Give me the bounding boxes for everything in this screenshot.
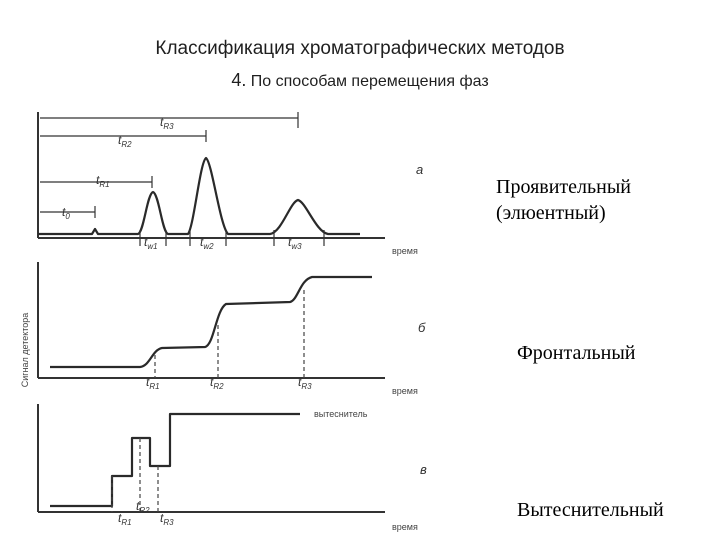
panel-a-letter: а: [416, 162, 424, 177]
panel-b: [38, 262, 426, 396]
tw3-label: $t_{w3}$: [288, 235, 302, 251]
panel-b-frontal-curve: [50, 277, 372, 367]
c-tR2-label: $t_{R2}$: [136, 499, 150, 515]
method-frontal: Фронтальный: [517, 342, 636, 364]
b-tR3-label: $t_{R3}$: [298, 375, 312, 391]
tR3-label: $t_{R3}$: [160, 115, 174, 131]
c-tR1-label: $t_{R1}$: [118, 511, 132, 527]
panel-c-displacement-curve: [50, 414, 300, 506]
tw2-label: $t_{w2}$: [200, 235, 214, 251]
method-displacement: Вытеснительный: [517, 499, 664, 521]
tR2-label: $t_{R2}$: [118, 133, 132, 149]
subtitle-text: По способам перемещения фаз: [250, 73, 489, 90]
panel-c-letter: в: [420, 462, 427, 477]
panel-a-chromatogram: [38, 158, 360, 234]
displacer-label: вытеснитель: [314, 409, 368, 419]
b-tR2-label: $t_{R2}$: [210, 375, 224, 391]
c-tR3-label: $t_{R3}$: [160, 511, 174, 527]
y-axis-label: Сигнал детектора: [20, 312, 30, 388]
panel-a: [38, 112, 423, 256]
panel-c: [38, 404, 427, 532]
subtitle-number: 4.: [231, 70, 247, 90]
b-tR1-label: $t_{R1}$: [146, 375, 160, 391]
panel-a-time-label: время: [392, 246, 418, 256]
tw1-label: $t_{w1}$: [144, 235, 158, 251]
panel-b-letter: б: [418, 320, 426, 335]
panel-b-time-label: время: [392, 386, 418, 396]
panel-c-time-label: время: [392, 522, 418, 532]
method-elution: Проявительный (элюентный): [496, 176, 631, 224]
t0-label: $t_0$: [62, 205, 70, 221]
tR1-label: $t_{R1}$: [96, 173, 110, 189]
slide-title: Классификация хроматографических методов: [155, 38, 565, 59]
